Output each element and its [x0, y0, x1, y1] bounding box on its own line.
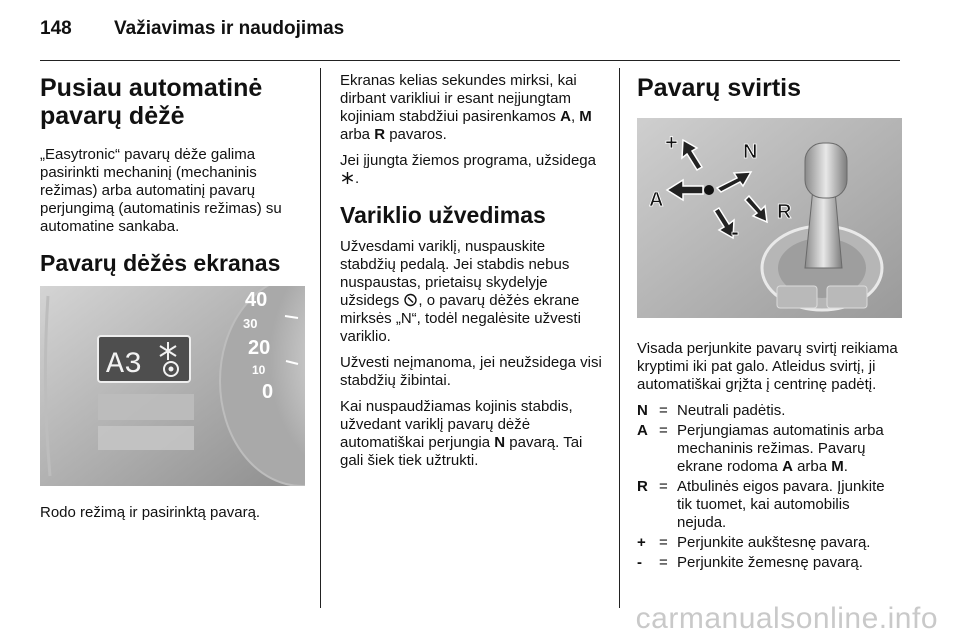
definition-row: - = Perjunkite žemesnę pavarą. — [637, 554, 863, 571]
tick-0: 0 — [262, 381, 274, 403]
tick-40: 40 — [245, 289, 268, 311]
lever-title: Pavarų svirtis — [637, 74, 801, 102]
gear-lever-illustration — [637, 118, 902, 318]
definition-list — [637, 402, 902, 572]
intro-paragraph: „Easytronic“ pavarų dėže galima pasirinkti mechaninį (mechaninis režimas) arba automatinį pavarų perjungimą (automatinis režimas) su automatine sankaba. — [40, 146, 282, 235]
gear-indicator: A3 — [106, 348, 143, 382]
definition-row: R = Atbulinės eigos pavara. Įjunkite tik tuomet, kai automobilis nejuda. — [637, 478, 885, 531]
display-caption: Rodo režimą ir pasirinktą pavarą. — [40, 504, 261, 521]
label-plus: + — [665, 130, 678, 155]
blink-paragraph: Ekranas kelias sekundes mirksi, kai dirbant varikliui ir esant neįjungtam kojiniam stabdžiui pasirenkamos A, M arba R pavaros. — [340, 72, 592, 143]
label-n: N — [743, 141, 758, 163]
tick-20: 20 — [248, 337, 271, 359]
brake-pedal-icon — [403, 293, 418, 307]
tick-10: 10 — [252, 363, 266, 377]
main-title: Pusiau automatinė pavarų dėžė — [40, 74, 263, 130]
transmission-display-illustration — [40, 286, 305, 486]
neutral-paragraph: Kai nuspaudžiamas kojinis stabdis, užvedant variklį pavarų dėžė automatiškai perjungia N pavarą. Tai gali šiek tiek užtrukti. — [340, 398, 583, 469]
tick-30: 30 — [243, 316, 258, 331]
column-3 — [637, 72, 902, 574]
label-minus: - — [731, 219, 739, 246]
definition-row: A = Perjungiamas automatinis arba mechaninis režimas. Pavarų ekrane rodoma A arba M. — [637, 422, 884, 475]
definition-row: N = Neutrali padėtis. — [637, 402, 786, 419]
display-subtitle: Pavarų dėžės ekranas — [40, 250, 281, 276]
lever-paragraph: Visada perjunkite pavarų svirtį reikiama kryptimi iki pat galo. Atleidus svirtį, ji automatiškai grįžta į centrinę padėtį. — [637, 340, 898, 393]
column-divider-2 — [619, 68, 620, 608]
brake-lights-paragraph: Užvesti neįmanoma, jei neužsidega visi stabdžių žibintai. — [340, 354, 602, 389]
header-rule — [40, 60, 900, 61]
section-title: Važiavimas ir naudojimas — [114, 18, 345, 39]
column-2 — [340, 72, 605, 478]
definition-row: + = Perjunkite aukštesnę pavarą. — [637, 534, 871, 551]
column-divider-1 — [320, 68, 321, 608]
winter-paragraph: Jei įjungta žiemos programa, užsidega . — [340, 152, 596, 187]
column-1 — [40, 72, 305, 530]
watermark: carmanualsonline.info — [635, 602, 938, 635]
brake-paragraph: Užvesdami variklį, nuspauskite stabdžių pedalą. Jei stabdis nebus nuspaustas, prietaisų skydelyje užsidegs , o pavarų dėžės ekrane mirksės „N“, todėl negalėsite užvesti variklio. — [340, 238, 581, 345]
label-a: A — [649, 189, 664, 211]
label-r: R — [777, 201, 792, 223]
winter-program-icon — [340, 171, 355, 185]
page-header — [40, 18, 344, 40]
engine-start-heading: Variklio užvedimas — [340, 202, 546, 228]
page-number: 148 — [40, 18, 72, 39]
